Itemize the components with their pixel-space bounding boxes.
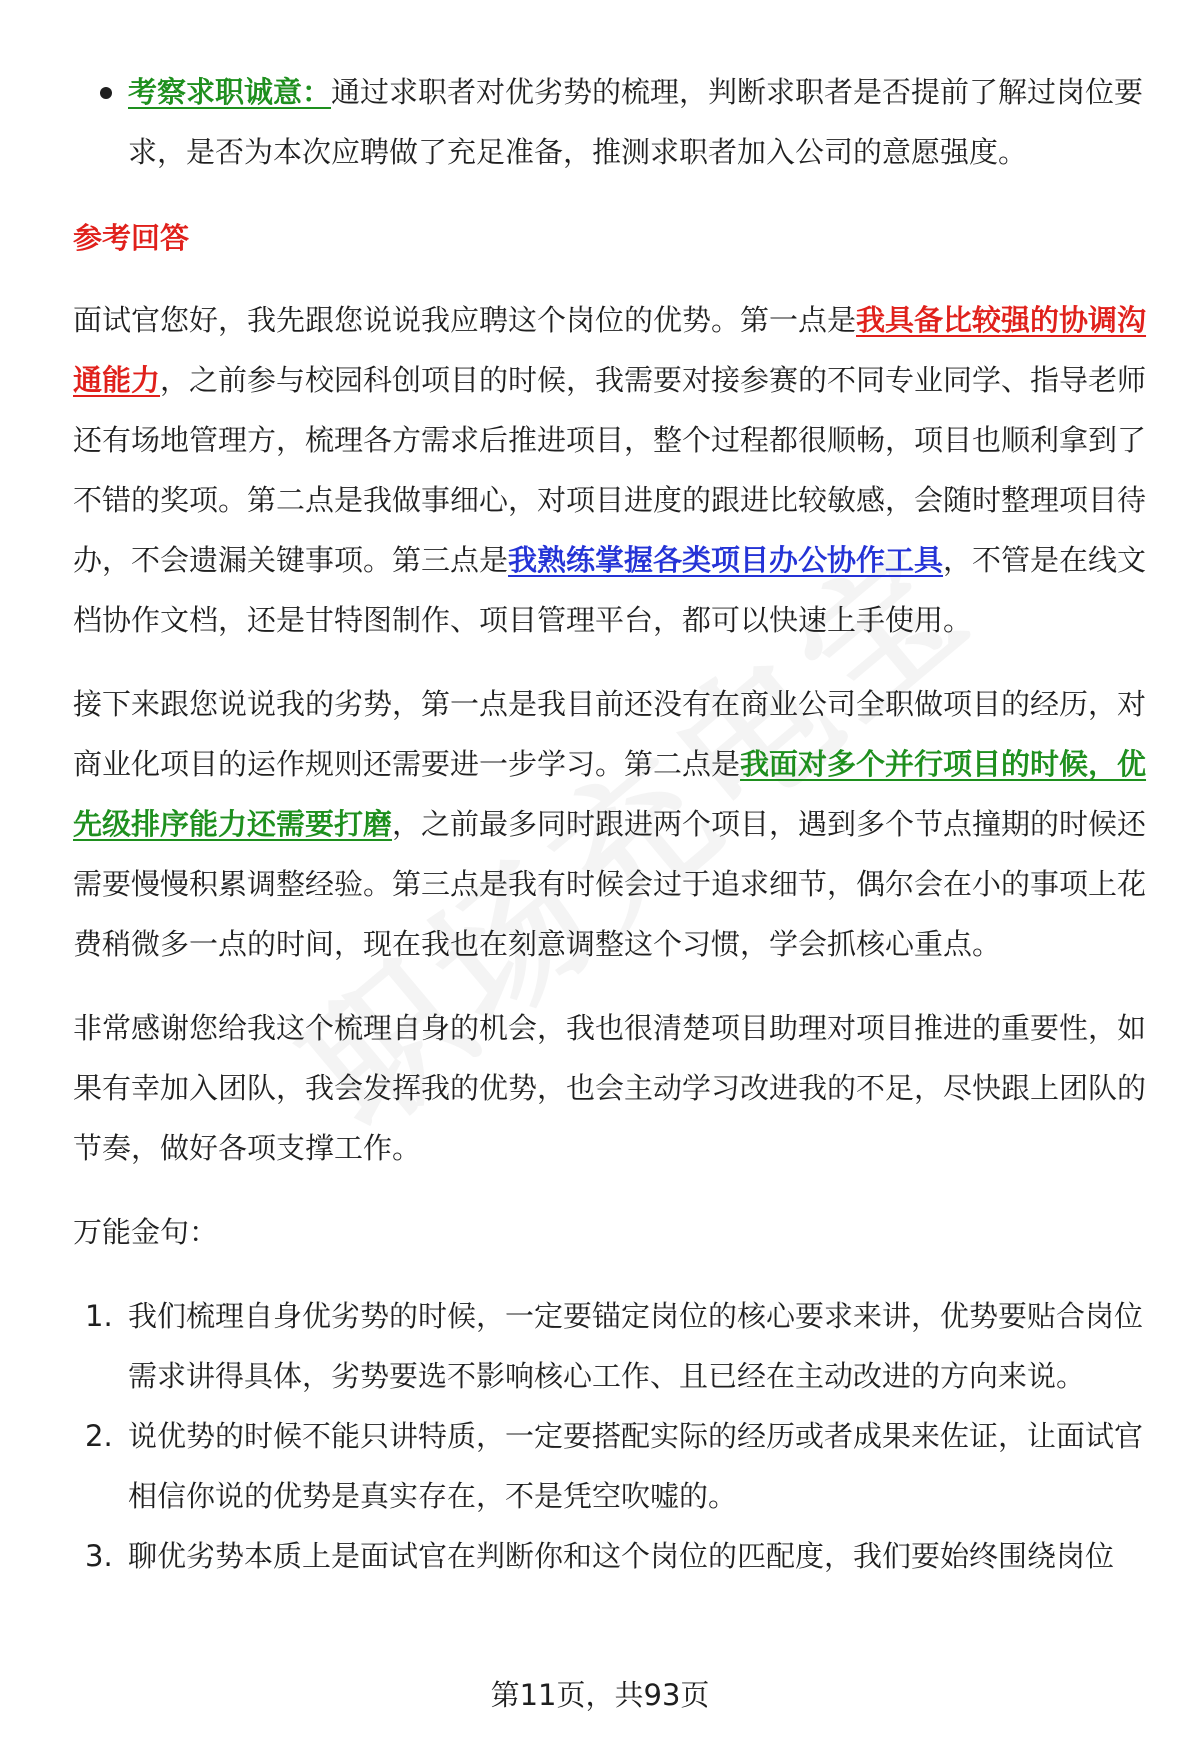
golden-sentences-list (73, 1286, 1148, 1586)
answer-paragraph-weaknesses (73, 674, 1148, 974)
list-number: 3. (85, 1539, 113, 1573)
list-number: 2. (85, 1419, 113, 1453)
answer-text: ，之前最多同时跟进两个项目，遇到多个节点撞期的时候还需要慢慢积累调整经验。第三点是我有时候会过于追求细节，偶尔会在小的事项上花费稍微多一点的时间，现在我也在刻意调整这个习惯，学会抓核心重点。 (73, 807, 1147, 961)
highlight-green: 我面对多个并行项目的时候，优先级排序能力还需要打磨 (73, 747, 1147, 841)
page-content (73, 62, 1148, 1586)
list-item-text: 说优势的时候不能只讲特质，一定要搭配实际的经历或者成果来佐证，让面试官相信你说的优势是真实存在，不是凭空吹嘘的。 (128, 1419, 1144, 1513)
section-heading: 参考回答 (73, 221, 190, 255)
answer-text: 面试官您好，我先跟您说说我应聘这个岗位的优势。第一点是 (73, 303, 857, 337)
answer-text: ，不管是在线文档协作文档，还是甘特图制作、项目管理平台，都可以快速上手使用。 (73, 543, 1147, 637)
golden-sentences-label: 万能金句： (73, 1215, 219, 1249)
bullet-paragraph (128, 62, 1148, 182)
list-item-text: 我们梳理自身优劣势的时候，一定要锚定岗位的核心要求来讲，优势要贴合岗位需求讲得具体，劣势要选不影响核心工作、且已经在主动改进的方向来说。 (128, 1299, 1144, 1393)
answer-paragraph-strengths (73, 290, 1148, 650)
list-item-text: 聊优劣势本质上是面试官在判断你和这个岗位的匹配度，我们要始终围绕岗位 (128, 1539, 1115, 1573)
answer-text: 接下来跟您说说我的劣势，第一点是我目前还没有在商业公司全职做项目的经历，对商业化项目的运作规则还需要进一步学习。第二点是 (73, 687, 1147, 781)
bullet-item (73, 62, 1148, 182)
list-item (73, 1526, 1148, 1586)
list-item (73, 1286, 1148, 1406)
list-item (73, 1406, 1148, 1526)
list-number: 1. (85, 1299, 113, 1333)
answer-text: ，之前参与校园科创项目的时候，我需要对接参赛的不同专业同学、指导老师还有场地管理方，梳理各方需求后推进项目，整个过程都很顺畅，项目也顺利拿到了不错的奖项。第二点是我做事细心，对项目进度的跟进比较敏感，会随时整理项目待办，不会遗漏关键事项。第三点是 (73, 363, 1147, 577)
bullet-label: 考察求职诚意： (128, 75, 332, 109)
bullet-dot-icon (100, 87, 112, 99)
bullet-text: 通过求职者对优劣势的梳理，判断求职者是否提前了解过岗位要求，是否为本次应聘做了充足准备，推测求职者加入公司的意愿强度。 (128, 75, 1144, 169)
highlight-blue: 我熟练掌握各类项目办公协作工具 (508, 543, 944, 577)
highlight-red: 我具备比较强的协调沟通能力 (73, 303, 1147, 397)
answer-paragraph-closing: 非常感谢您给我这个梳理自身的机会，我也很清楚项目助理对项目推进的重要性，如果有幸加入团队，我会发挥我的优势，也会主动学习改进我的不足，尽快跟上团队的节奏，做好各项支撑工作。 (73, 1011, 1147, 1165)
page-number: 第11页，共93页 (490, 1678, 710, 1712)
